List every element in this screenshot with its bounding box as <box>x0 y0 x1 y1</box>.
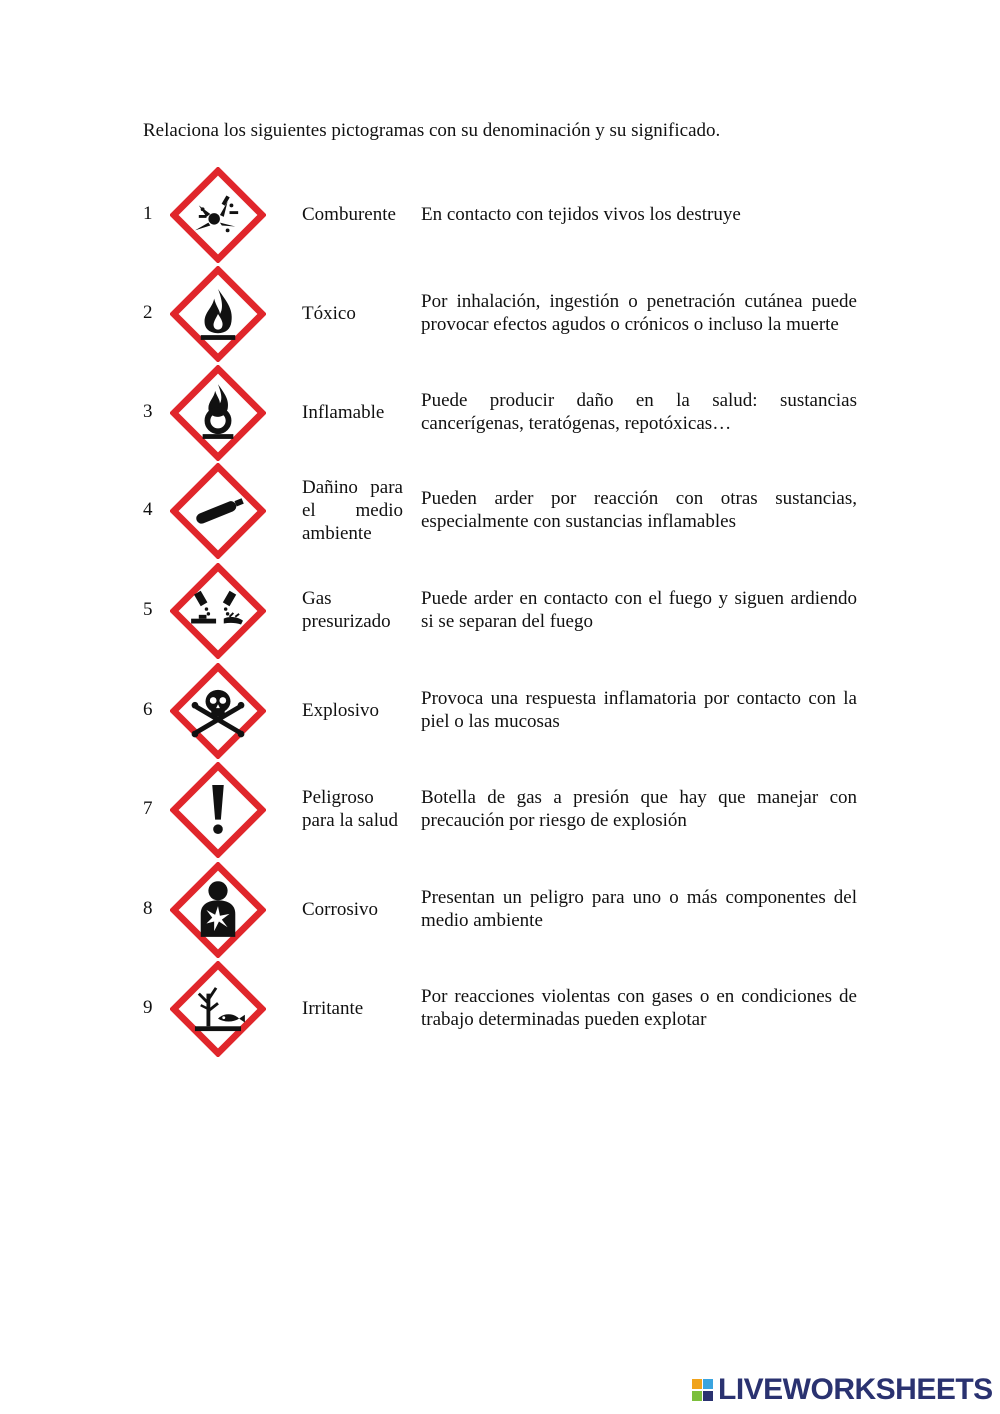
pictogram-row-6 <box>0 660 1000 760</box>
row-number: 9 <box>143 997 153 1018</box>
liveworksheets-logo <box>692 1377 714 1403</box>
meaning-text: Botella de gas a presión que hay que manejar con precaución por riesgo de explosión <box>421 787 857 831</box>
meaning-text: Por inhalación, ingestión o penetración cutánea puede provocar efectos agudos o crónicos o incluso la muerte <box>421 291 857 335</box>
row-number: 5 <box>143 599 153 620</box>
pictogram-row-7 <box>0 759 1000 859</box>
term-label: Irritante <box>302 997 364 1019</box>
skull-crossbones-icon <box>170 663 266 759</box>
pictogram-row-8 <box>0 859 1000 959</box>
meaning-text: Provoca una respuesta inflamatoria por contacto con la piel o las mucosas <box>421 688 857 732</box>
meaning-text: En contacto con tejidos vivos los destruye <box>421 203 741 225</box>
row-number: 6 <box>143 699 153 720</box>
term-label: Corrosivo <box>302 898 378 920</box>
pictogram-row-1 <box>0 164 1000 264</box>
corrosion-icon <box>170 563 266 659</box>
term-label: Gas presurizado <box>302 588 391 632</box>
row-number: 4 <box>143 499 153 520</box>
gas-cylinder-icon <box>170 463 266 559</box>
explosive-bomb-icon <box>170 167 266 263</box>
meaning-text: Puede producir daño en la salud: sustancias cancerígenas, teratógenas, repotóxicas… <box>421 390 857 434</box>
row-number: 2 <box>143 302 153 323</box>
flame-over-circle-icon <box>170 365 266 461</box>
pictogram-row-2 <box>0 263 1000 363</box>
meaning-text: Por reacciones violentas con gases o en condiciones de trabajo determinadas pueden explotar <box>421 986 857 1030</box>
row-number: 8 <box>143 898 153 919</box>
meaning-text: Pueden arder por reacción con otras sustancias, especialmente con sustancias inflamables <box>421 488 857 532</box>
environment-icon <box>170 961 266 1057</box>
pictogram-row-4 <box>0 460 1000 560</box>
term-label: Peligroso para la salud <box>302 787 399 831</box>
term-label: Tóxico <box>302 302 356 324</box>
meaning-text: Puede arder en contacto con el fuego y siguen ardiendo si se separan del fuego <box>421 588 857 632</box>
row-number: 3 <box>143 401 153 422</box>
term-label: Explosivo <box>302 699 380 721</box>
instructions: Relaciona los siguientes pictogramas con su denominación y su significado. <box>143 120 721 141</box>
brand-footer <box>692 1372 993 1408</box>
term-label: Comburente <box>302 203 396 225</box>
row-number: 7 <box>143 798 153 819</box>
term-label: Inflamable <box>302 401 385 423</box>
flame-icon <box>170 266 266 362</box>
pictogram-row-5 <box>0 560 1000 660</box>
meaning-text: Presentan un peligro para uno o más componentes del medio ambiente <box>421 887 857 931</box>
exclamation-mark-icon <box>170 762 266 858</box>
health-hazard-icon <box>170 862 266 958</box>
pictogram-row-9 <box>0 958 1000 1058</box>
row-number: 1 <box>143 203 153 224</box>
pictogram-row-3 <box>0 362 1000 462</box>
term-label: Dañino para el medio ambiente <box>302 476 403 544</box>
brand-name: LIVEWORKSHEETS <box>718 1373 993 1406</box>
